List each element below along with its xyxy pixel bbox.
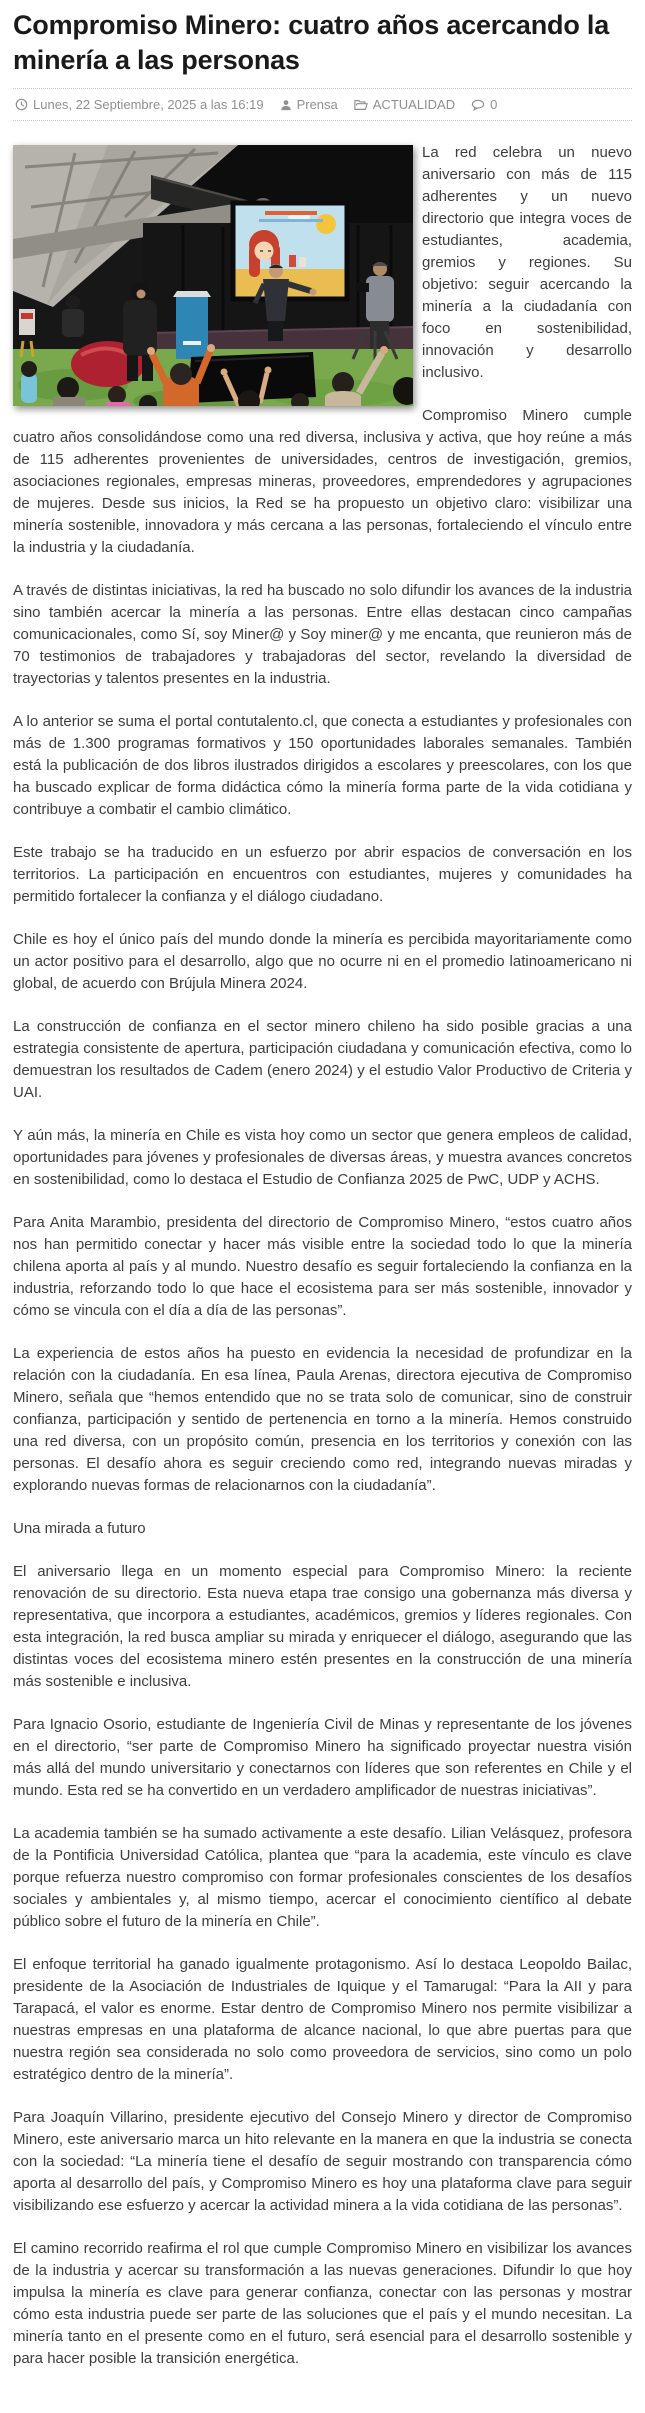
event-photo-illustration xyxy=(13,145,413,406)
paragraph: Para Anita Marambio, presidenta del directorio de Compromiso Minero, “estos cuatro años nos han permitido conectar y hacer más visible entre la sociedad todo lo que la minería chilena aporta al país y al mundo. Nuestro desafío es seguir fortaleciendo la confianza en la industria, reforzando todo lo que hace el ecosistema para ser más sostenible, innovador y cómo se vincula con el día a día de las personas”. xyxy=(13,1214,632,1319)
meta-comments-count: 0 xyxy=(490,97,498,112)
comment-bubble-icon xyxy=(471,99,485,111)
meta-category[interactable] xyxy=(354,97,455,112)
section-subheading: Una mirada a futuro xyxy=(13,1520,146,1537)
paragraph: La construcción de confianza en el sector minero chileno ha sido posible gracias a una estrategia consistente de apertura, participación ciudadana y comunicación efectiva, como lo demuestran los resultados de Cadem (enero 2024) y el estudio Valor Productivo de Criteria y UAI. xyxy=(13,1018,632,1101)
paragraph: A través de distintas iniciativas, la red ha buscado no solo difundir los avances de la industria sino también acercar la minería a las personas. Entre ellas destacan cinco campañas comunicacionales, como Sí, soy Miner@ y Soy miner@ y me encanta, que reunieron más de 70 testimonios de trabajadores y trabajadoras del sector, revelando la diversidad de trayectorias y talentos presentes en la industria. xyxy=(13,582,632,687)
clock-icon xyxy=(15,98,28,111)
article-body xyxy=(13,142,632,2370)
user-icon xyxy=(280,99,292,111)
paragraph: La red celebra un nuevo aniversario con más de 115 adherentes y un nuevo directorio que integra voces de estudiantes, academia, gremios y regiones. Su objetivo: seguir acercando la minería a la ciudadanía con foco en sostenibilidad, innovación y desarrollo inclusivo. xyxy=(422,144,632,381)
paragraph: Este trabajo se ha traducido en un esfuerzo por abrir espacios de conversación en los territorios. La participación en encuentros con estudiantes, mujeres y comunidades ha permitido fortalecer la confianza y el diálogo ciudadano. xyxy=(13,844,632,905)
meta-date-label: Lunes, 22 Septiembre, 2025 a las 16:19 xyxy=(33,97,264,112)
folder-icon xyxy=(354,99,368,111)
paragraph: La academia también se ha sumado activamente a este desafío. Lilian Velásquez, profesora de la Pontificia Universidad Católica, plantea que “para la academia, este vínculo es clave porque refuerza nuestro compromiso con formar profesionales conscientes de los desafíos sociales y ambientales y, al mismo tiempo, acercar el conocimiento científico al debate público sobre el futuro de la minería en Chile”. xyxy=(13,1825,632,1930)
paragraph: El enfoque territorial ha ganado igualmente protagonismo. Así lo destaca Leopoldo Bailac, presidente de la Asociación de Industriales de Iquique y el Tamarugal: “Para la AII y para Tarapacá, el valor es enorme. Estar dentro de Compromiso Minero nos permite visibilizar a nuestras empresas en una plataforma de alcance nacional, lo que abre puertas para que nuestra región sea considerada no solo como proveedora de servicios, sino como un polo estratégico dentro de la minería”. xyxy=(13,1956,632,2083)
paragraph: Para Joaquín Villarino, presidente ejecutivo del Consejo Minero y director de Compromiso Minero, este aniversario marca un hito relevante en la manera en que la industria se conecta con la sociedad: “La minería tiene el desafío de seguir mostrando con transparencia cómo aporta al desarrollo del país, y Compromiso Minero es hoy una plataforma clave para seguir visibilizando ese esfuerzo y acercar la actividad minera a la vida cotidiana de las personas”. xyxy=(13,2109,632,2214)
paragraph: A lo anterior se suma el portal contutalento.cl, que conecta a estudiantes y profesionales con más de 1.300 programas formativos y 150 oportunidades laborales semanales. También está la publicación de dos libros ilustrados dirigidos a escolares y preescolares, con los que ha buscado explicar de forma didáctica cómo la minería forma parte de la vida cotidiana y contribuye a combatir el cambio climático. xyxy=(13,713,632,818)
paragraph: La experiencia de estos años ha puesto en evidencia la necesidad de profundizar en la relación con la ciudadanía. En esa línea, Paula Arenas, directora ejecutiva de Compromiso Minero, señala que “hemos entendido que no se trata solo de comunicar, sino de construir confianza, participación y sentido de pertenencia en torno a la minería. Hemos construido una red diversa, con un propósito común, presencia en los territorios y conexión con las personas. El desafío ahora es seguir creciendo como red, integrando nuevas miradas y explorando nuevas formas de relacionarnos con la ciudadanía”. xyxy=(13,1345,632,1494)
paragraph: El aniversario llega en un momento especial para Compromiso Minero: la reciente renovación de su directorio. Esta nueva etapa trae consigo una gobernanza más diversa y representativa, que incorpora a estudiantes, académicos, gremios y líderes regionales. Con esta integración, la red busca ampliar su mirada y enriquecer el diálogo, asegurando que las distintas voces del ecosistema minero estén presentes en la construcción de una minería más sostenible e inclusiva. xyxy=(13,1563,632,1690)
article-meta xyxy=(13,88,632,121)
meta-author[interactable] xyxy=(280,97,338,112)
paragraph: Compromiso Minero cumple cuatro años consolidándose como una red diversa, inclusiva y activa, que hoy reúne a más de 115 adherentes provenientes de universidades, centros de investigación, gremios, asociaciones regionales, empresas mineras, proveedores, emprendedores y agrupaciones de mujeres. Desde sus inicios, la Red se ha propuesto un objetivo claro: visibilizar una minería sostenible, innovadora y más cercana a las personas, fortaleciendo el vínculo entre la industria y la ciudadanía. xyxy=(13,407,632,556)
paragraph: Chile es hoy el único país del mundo donde la minería es percibida mayoritariamente como un actor positivo para el desarrollo, algo que no ocurre ni en el promedio latinoamericano ni global, de acuerdo con Brújula Minera 2024. xyxy=(13,931,632,992)
meta-author-label: Prensa xyxy=(296,97,338,112)
featured-image xyxy=(13,145,413,406)
paragraph: El camino recorrido reafirma el rol que cumple Compromiso Minero en visibilizar los avances de la industria y acercar su transformación a las nuevas generaciones. Difundir lo que hoy impulsa la minería es clave para generar confianza, conectar con las personas y mostrar cómo esta industria puede ser parte de las soluciones que el país y el mundo necesitan. La minería tanto en el presente como en el futuro, será esencial para el desarrollo sostenible y para hacer posible la transición energética. xyxy=(13,2240,632,2367)
page-title: Compromiso Minero: cuatro años acercando la minería a las personas xyxy=(13,10,610,75)
paragraph: Y aún más, la minería en Chile es vista hoy como un sector que genera empleos de calidad, oportunidades para jóvenes y profesionales de diversas áreas, y muestra avances concretos en sostenibilidad, como lo destaca el Estudio de Confianza 2025 de PwC, UDP y ACHS. xyxy=(13,1127,632,1188)
paragraph: Para Ignacio Osorio, estudiante de Ingeniería Civil de Minas y representante de los jóvenes en el directorio, “ser parte de Compromiso Minero ha significado proyectar nuestra visión más allá del mundo universitario y conectarnos con líderes que son referentes en Chile y el mundo. Esta red se ha convertido en un verdadero amplificador de nuestras iniciativas”. xyxy=(13,1716,632,1799)
meta-date xyxy=(15,97,264,112)
meta-comments[interactable] xyxy=(471,97,497,112)
meta-category-label: ACTUALIDAD xyxy=(372,97,456,112)
paragraph-list-2 xyxy=(13,1561,632,2370)
